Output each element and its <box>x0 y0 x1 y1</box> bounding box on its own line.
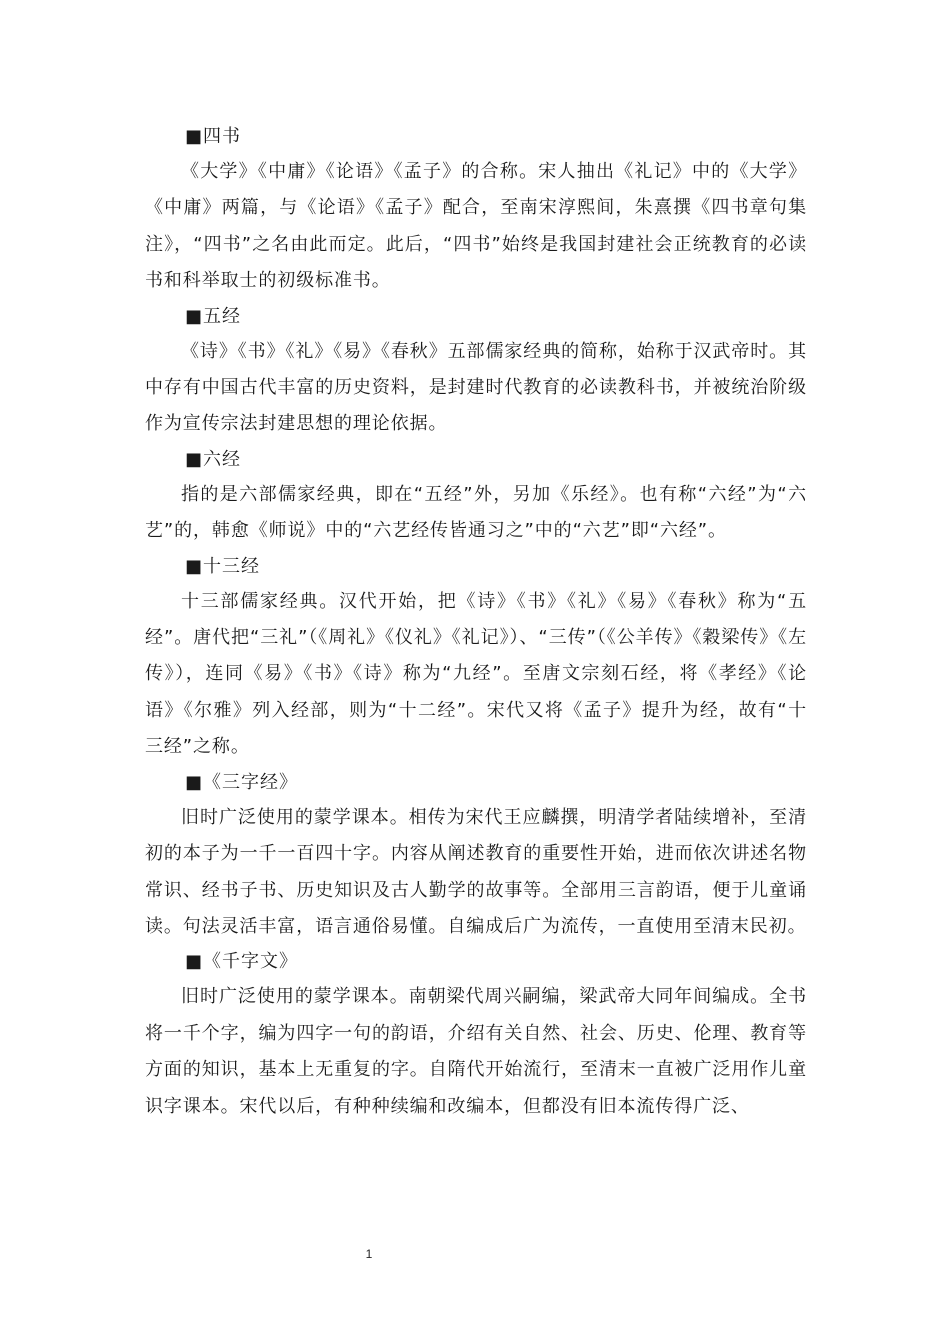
document-body <box>145 120 807 1125</box>
section-heading: ■《三字经》 <box>185 771 299 793</box>
section-sanzijing <box>145 766 807 946</box>
section-sishu <box>145 120 807 300</box>
section-heading: ■六经 <box>185 448 242 470</box>
page-number: 1 <box>365 1247 373 1261</box>
section-paragraph: 指的是六部儒家经典，即在“五经”外，另加《乐经》。也有称“六经”为“六艺”的，韩愈《师说》中的“六艺经传皆通习之”中的“六艺”即“六经”。 <box>145 483 807 542</box>
section-paragraph: 旧时广泛使用的蒙学课本。南朝梁代周兴嗣编，梁武帝大同年间编成。全书将一千个字，编为四字一句的韵语，介绍有关自然、社会、历史、伦理、教育等方面的知识，基本上无重复的字。自隋代开始流行，至清末一直被广泛用作儿童识字课本。宋代以后，有种种续编和改编本，但都没有旧本流传得广泛、 <box>145 986 807 1117</box>
section-heading: ■五经 <box>185 305 242 327</box>
section-heading: ■《千字文》 <box>185 951 299 973</box>
section-paragraph: 旧时广泛使用的蒙学课本。相传为宋代王应麟撰，明清学者陆续增补，至清初的本子为一千一百四十字。内容从阐述教育的重要性开始，进而依次讲述名物常识、经书子书、历史知识及古人勤学的故事等。全部用三言韵语，便于儿童诵读。句法灵活丰富，语言通俗易懂。自编成后广为流传，一直使用至清末民初。 <box>145 806 807 937</box>
section-qianziwen <box>145 945 807 1125</box>
section-paragraph: 《大学》《中庸》《论语》《孟子》的合称。宋人抽出《礼记》中的《大学》《中庸》两篇，与《论语》《孟子》配合，至南宋淳熙间，朱熹撰《四书章句集注》，“四书”之名由此而定。此后，“四书”始终是我国封建社会正统教育的必读书和科举取士的初级标准书。 <box>145 161 807 292</box>
section-heading: ■四书 <box>185 126 242 147</box>
section-wujing <box>145 300 807 443</box>
section-heading: ■十三经 <box>185 555 261 577</box>
section-paragraph: 《诗》《书》《礼》《易》《春秋》五部儒家经典的简称，始称于汉武帝时。其中存有中国古代丰富的历史资料，是封建时代教育的必读教科书，并被统治阶级作为宣传宗法封建思想的理论依据。 <box>145 340 807 435</box>
section-shisanjing <box>145 550 807 766</box>
section-liujing <box>145 443 807 550</box>
section-paragraph: 十三部儒家经典。汉代开始，把《诗》《书》《礼》《易》《春秋》称为“五经”。唐代把“三礼”（《周礼》《仪礼》《礼记》）、“三传”（《公羊传》《穀梁传》《左传》），连同《易》《书》《诗》称为“九经”。至唐文宗刻石经，将《孝经》《论语》《尔雅》列入经部，则为“十二经”。宋代又将《孟子》提升为经，故有“十三经”之称。 <box>145 590 807 758</box>
